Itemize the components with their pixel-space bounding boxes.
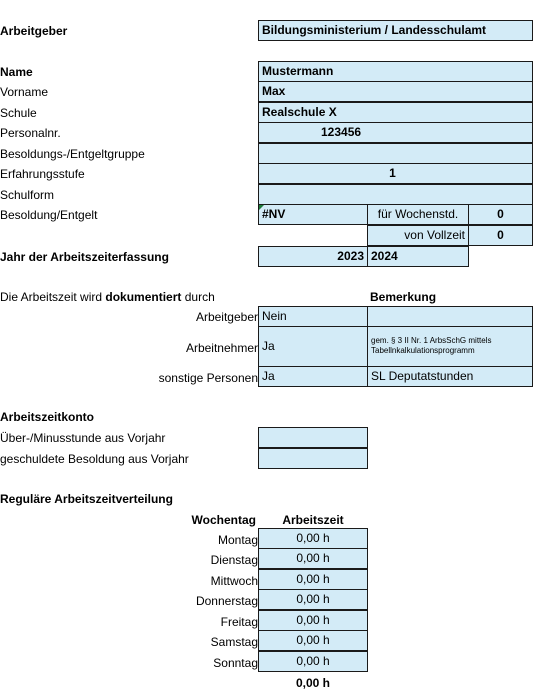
vorname-label: Vorname (0, 85, 49, 99)
verteilung-title: Reguläre Arbeitszeitverteilung (0, 492, 173, 506)
doku-row-arbeitgeber-label: Arbeitgeber (195, 310, 258, 324)
vorname-cell[interactable]: Max (258, 81, 533, 102)
arbeitgeber-cell[interactable]: Bildungsministerium / Landesschulamt (258, 20, 533, 41)
day-samstag-label: Samstag (210, 635, 258, 649)
day-mittwoch-label: Mittwoch (210, 574, 258, 588)
schulform-label: Schulform (0, 188, 55, 202)
erfahrungsstufe-label: Erfahrungsstufe (0, 167, 85, 181)
doku-row-arbeitnehmer-bemerkung[interactable]: gem. § 3 II Nr. 1 ArbsSchG mittels Tabellnkalkulationsprogramm (367, 326, 533, 367)
besoldungsgruppe-cell[interactable] (258, 143, 533, 164)
von-vollzeit-label: von Vollzeit (367, 225, 469, 246)
jahr-label: Jahr der Arbeitszeiterfassung (0, 250, 169, 264)
name-label: Name (0, 65, 33, 79)
doku-row-sonstige-bemerkung[interactable]: SL Deputatstunden (367, 366, 533, 387)
bemerkung-header: Bemerkung (370, 290, 437, 304)
geschuldete-label: geschuldete Besoldung aus Vorjahr (0, 452, 189, 466)
schulform-cell[interactable] (258, 184, 533, 205)
day-donnerstag-time[interactable]: 0,00 h (258, 589, 368, 610)
day-freitag-label: Freitag (220, 615, 258, 629)
day-dienstag-label: Dienstag (210, 553, 258, 567)
day-montag-time[interactable]: 0,00 h (258, 528, 368, 549)
day-sonntag-time[interactable]: 0,00 h (258, 651, 368, 672)
day-freitag-time[interactable]: 0,00 h (258, 610, 368, 631)
day-mittwoch-time[interactable]: 0,00 h (258, 569, 368, 590)
schule-cell[interactable]: Realschule X (258, 102, 533, 123)
dokumentation-intro: Die Arbeitszeit wird dokumentiert durch (0, 290, 215, 304)
jahr-bis-cell[interactable]: 2024 (367, 246, 469, 267)
doku-row-sonstige-value[interactable]: Ja (258, 366, 368, 387)
error-indicator-icon (259, 205, 264, 210)
schule-label: Schule (0, 106, 37, 120)
day-donnerstag-label: Donnerstag (195, 594, 258, 608)
doku-row-arbeitnehmer-label: Arbeitnehmer (185, 341, 258, 355)
doku-row-sonstige-label: sonstige Personen (158, 371, 258, 385)
day-sonntag-label: Sonntag (213, 656, 258, 670)
geschuldete-cell[interactable] (258, 448, 368, 469)
name-cell[interactable]: Mustermann (258, 61, 533, 82)
ueber-minus-cell[interactable] (258, 427, 368, 448)
erfahrungsstufe-cell[interactable]: 1 (258, 163, 533, 184)
ueber-minus-label: Über-/Minusstunde aus Vorjahr (0, 431, 166, 445)
personalnr-cell[interactable]: 123456 (258, 122, 533, 143)
arbeitgeber-label: Arbeitgeber (0, 24, 68, 38)
day-montag-label: Montag (217, 533, 258, 547)
besoldung-value: #NV (262, 207, 286, 221)
doku-row-arbeitgeber-value[interactable]: Nein (258, 306, 368, 327)
von-vollzeit-value[interactable]: 0 (468, 225, 533, 246)
doku-row-arbeitnehmer-value[interactable]: Ja (258, 326, 368, 367)
col-wochentag-header: Wochentag (191, 513, 256, 527)
col-arbeitszeit-header: Arbeitszeit (282, 513, 344, 527)
doku-row-arbeitgeber-bemerkung[interactable] (367, 306, 533, 327)
total-arbeitszeit: 0,00 h (295, 676, 331, 690)
day-dienstag-time[interactable]: 0,00 h (258, 548, 368, 569)
konto-title: Arbeitszeitkonto (0, 410, 95, 424)
besoldungsgruppe-label: Besoldungs-/Entgeltgruppe (0, 147, 145, 161)
personalnr-label: Personalnr. (0, 126, 61, 140)
fuer-wochenstd-label: für Wochenstd. (367, 204, 469, 225)
besoldung-label: Besoldung/Entgelt (0, 208, 98, 222)
besoldung-cell[interactable] (258, 204, 368, 225)
day-samstag-time[interactable]: 0,00 h (258, 630, 368, 651)
fuer-wochenstd-value[interactable]: 0 (468, 204, 533, 225)
jahr-von-cell[interactable]: 2023 (258, 246, 368, 267)
